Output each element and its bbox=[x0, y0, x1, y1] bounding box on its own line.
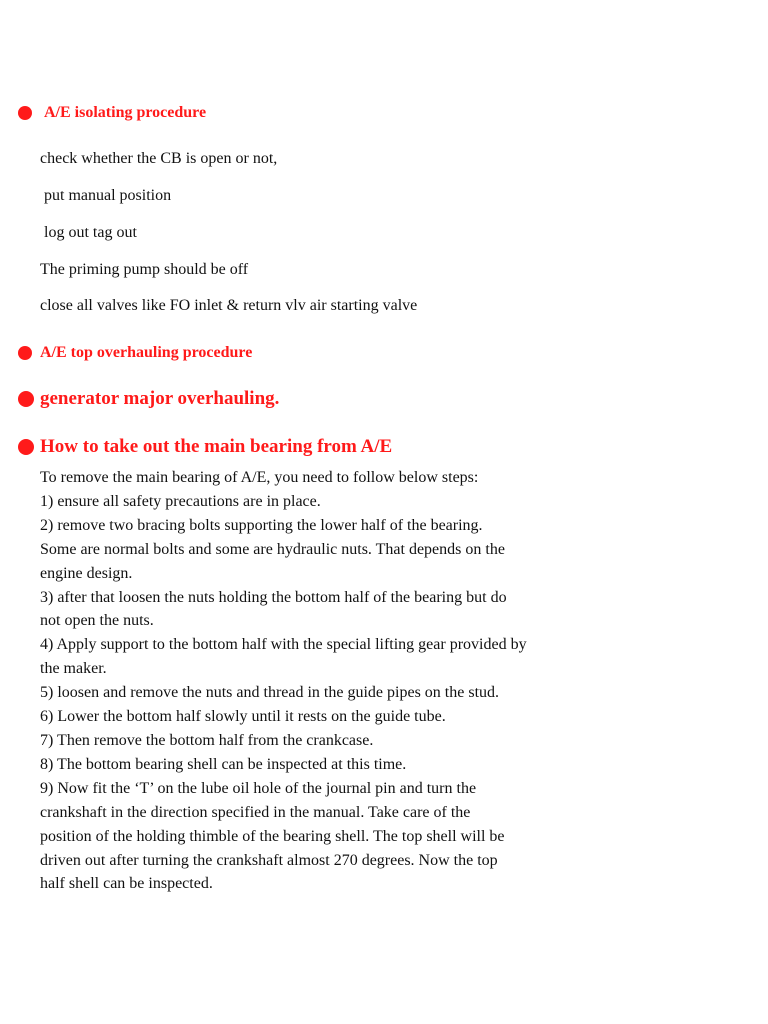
paragraph-line: 1) ensure all safety precautions are in place. bbox=[40, 492, 321, 510]
paragraph-line: 4) Apply support to the bottom half with the special lifting gear provided by bbox=[40, 636, 527, 654]
paragraph-line: 8) The bottom bearing shell can be inspected at this time. bbox=[40, 755, 407, 773]
isolating-step-1: check whether the CB is open or not, bbox=[40, 150, 278, 167]
paragraph-line: 2) remove two bracing bolts supporting the lower half of the bearing. bbox=[40, 516, 483, 534]
heading-generator-overhauling bbox=[18, 388, 279, 410]
heading-main-bearing-title: How to take out the main bearing from A/E bbox=[40, 436, 393, 457]
heading-isolating-title: A/E isolating procedure bbox=[44, 104, 207, 121]
main-bearing-paragraph bbox=[40, 466, 585, 896]
paragraph-line: the maker. bbox=[40, 660, 107, 678]
isolating-step-4: The priming pump should be off bbox=[40, 261, 249, 278]
paragraph-line: not open the nuts. bbox=[40, 612, 154, 630]
heading-top-overhauling bbox=[18, 344, 252, 362]
paragraph-line: position of the holding thimble of the bearing shell. The top shell will be bbox=[40, 827, 505, 845]
paragraph-line: 5) loosen and remove the nuts and thread in the guide pipes on the stud. bbox=[40, 684, 500, 702]
paragraph-line: engine design. bbox=[40, 564, 133, 582]
paragraph-line: crankshaft in the direction specified in the manual. Take care of the bbox=[40, 803, 471, 821]
paragraph-line: To remove the main bearing of A/E, you need to follow below steps: bbox=[40, 469, 479, 486]
paragraph-line: Some are normal bolts and some are hydraulic nuts. That depends on the bbox=[40, 540, 505, 558]
bullet-icon bbox=[18, 391, 34, 407]
heading-generator-title: generator major overhauling. bbox=[40, 388, 280, 409]
paragraph-line: 7) Then remove the bottom half from the crankcase. bbox=[40, 731, 374, 749]
heading-main-bearing bbox=[18, 436, 392, 458]
paragraph-line: half shell can be inspected. bbox=[40, 875, 213, 893]
bullet-icon bbox=[18, 439, 34, 455]
isolating-step-3: log out tag out bbox=[40, 224, 137, 241]
paragraph-line: 3) after that loosen the nuts holding the bottom half of the bearing but do bbox=[40, 588, 507, 606]
isolating-step-5: close all valves like FO inlet & return vlv air starting valve bbox=[40, 297, 418, 314]
bullet-icon bbox=[18, 346, 32, 360]
isolating-step-2: put manual position bbox=[40, 187, 172, 204]
heading-isolating-procedure bbox=[18, 104, 206, 122]
paragraph-line: 9) Now fit the ‘T’ on the lube oil hole of the journal pin and turn the bbox=[40, 779, 477, 797]
heading-top-overhauling-title: A/E top overhauling procedure bbox=[40, 344, 253, 361]
paragraph-line: 6) Lower the bottom half slowly until it rests on the guide tube. bbox=[40, 708, 446, 726]
bullet-icon bbox=[18, 106, 32, 120]
paragraph-line: driven out after turning the crankshaft almost 270 degrees. Now the top bbox=[40, 851, 498, 869]
